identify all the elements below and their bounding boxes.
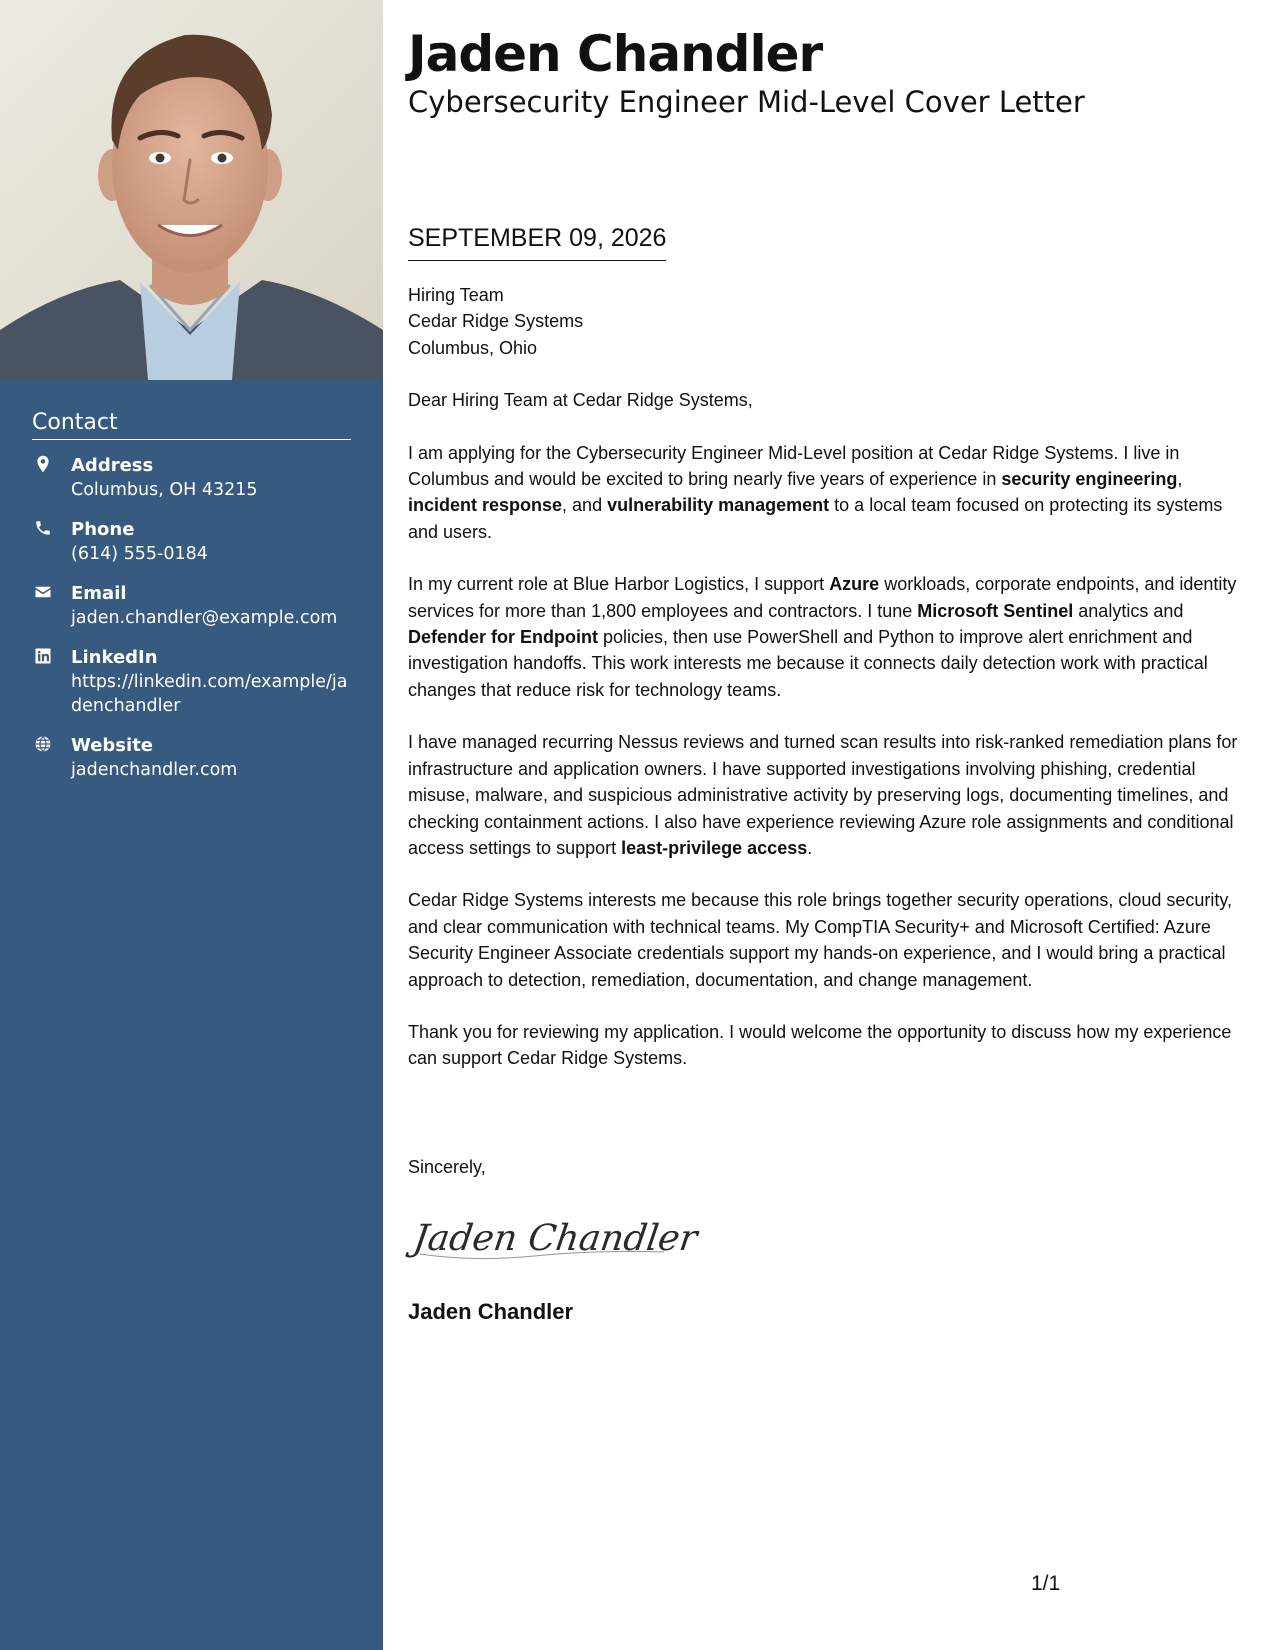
linkedin-icon — [34, 647, 52, 665]
svg-text:Jaden Chandler: Jaden Chandler — [410, 1216, 701, 1259]
paragraph-1 — [408, 440, 1248, 546]
paragraph-5 — [408, 1019, 1248, 1072]
applicant-name: Jaden Chandler — [408, 25, 823, 83]
contact-section — [32, 410, 351, 798]
phone-icon — [34, 519, 52, 537]
paragraph-highlight: Microsoft Sentinel — [917, 600, 1074, 621]
handwritten-signature — [410, 1208, 701, 1273]
paragraph-2 — [408, 571, 1248, 703]
recipient-line: Hiring Team — [408, 285, 504, 305]
paragraph-text: . — [807, 837, 813, 858]
paragraph-text: policies, then use PowerShell and Python to improve alert enrichment and investigation handoffs. This work interests me because it connects daily detection work with practical changes that reduce risk for technology teams. — [408, 627, 1208, 700]
paragraph-text: workloads, corporate endpoints, and identity services for more than 1,800 employees and contractors. I tune — [408, 574, 1237, 621]
paragraph-text: , and — [562, 495, 608, 516]
paragraph-text: Cedar Ridge Systems interests me because this role brings together security operations, cloud security, and clear communication with technical teams. My CompTIA Security+ and Microsoft Certified: Azure Security Engineer Associate credentials support my hands-on experience, and I would bring a practical approach to detection, remediation, documentation, and change management. — [408, 890, 1233, 990]
contact-label: LinkedIn — [71, 647, 158, 668]
letter-date: SEPTEMBER 09, 2026 — [408, 222, 666, 261]
paragraph-text: I have managed recurring Nessus reviews and turned scan results into risk-ranked remediation plans for infrastructure and application owners. I have supported investigations involving phishing, credential misuse, malware, and suspicious administrative activity by preserving logs, documenting timelines, and checking containment actions. I also have experience reviewing Azure role assignments and conditional access settings to support — [408, 732, 1238, 858]
paragraph-4 — [408, 887, 1248, 993]
recipient-line: Columbus, Ohio — [408, 337, 538, 358]
recipient-line: Cedar Ridge Systems — [408, 311, 584, 332]
salutation: Dear Hiring Team at Cedar Ridge Systems, — [408, 390, 753, 411]
paragraph-text: In my current role at Blue Harbor Logistics, I support — [408, 574, 830, 595]
contact-linkedin — [32, 646, 351, 718]
closing: Sincerely, — [408, 1157, 486, 1177]
map-pin-icon — [34, 455, 52, 473]
paragraph-text: to a local team focused on protecting its systems and users. — [408, 495, 1223, 542]
paragraph-text: analytics and — [1073, 600, 1184, 621]
paragraph-highlight: least-privilege access — [621, 837, 808, 858]
paragraph-3 — [408, 729, 1248, 861]
envelope-icon — [34, 583, 52, 601]
page-number: 1/1 — [1031, 1572, 1061, 1595]
paragraph-highlight: Defender for Endpoint — [408, 627, 598, 648]
paragraph-text: , — [1177, 469, 1183, 490]
contact-email — [32, 582, 351, 630]
profile-photo — [0, 0, 383, 380]
website-link[interactable]: jadenchandler.com — [71, 760, 238, 780]
recipient-block — [408, 282, 1248, 361]
contact-label: Email — [71, 583, 127, 604]
linkedin-link[interactable]: https://linkedin.com/example/jadenchandler — [71, 672, 348, 716]
phone-value[interactable]: (614) 555-0184 — [71, 544, 208, 564]
letter-body — [408, 282, 1248, 1072]
paragraph-highlight: incident response — [408, 495, 563, 516]
contact-label: Website — [71, 735, 154, 756]
address-value: Columbus, OH 43215 — [71, 480, 258, 500]
contact-heading: Contact — [32, 410, 351, 440]
paragraph-highlight: vulnerability management — [607, 495, 830, 516]
paragraph-highlight: security engineering — [1001, 469, 1178, 490]
paragraph-text: Thank you for reviewing my application. I would welcome the opportunity to discuss how my experience can support Cedar Ridge Systems. — [408, 1021, 1232, 1069]
email-value[interactable]: jaden.chandler@example.com — [71, 608, 338, 628]
contact-address — [32, 454, 351, 502]
contact-label: Phone — [71, 519, 135, 540]
contact-label: Address — [71, 455, 154, 476]
paragraph-highlight: Azure — [829, 574, 880, 595]
letter-subtitle: Cybersecurity Engineer Mid-Level Cover Letter — [408, 85, 1085, 119]
contact-phone — [32, 518, 351, 566]
contact-website — [32, 734, 351, 782]
sidebar — [0, 0, 383, 1650]
signed-name: Jaden Chandler — [408, 1299, 574, 1324]
globe-icon — [34, 735, 52, 753]
paragraph-text: I am applying for the Cybersecurity Engineer Mid-Level position at Cedar Ridge Systems. I live in Columbus and would be excited to bring nearly five years of experience in — [408, 442, 1180, 490]
